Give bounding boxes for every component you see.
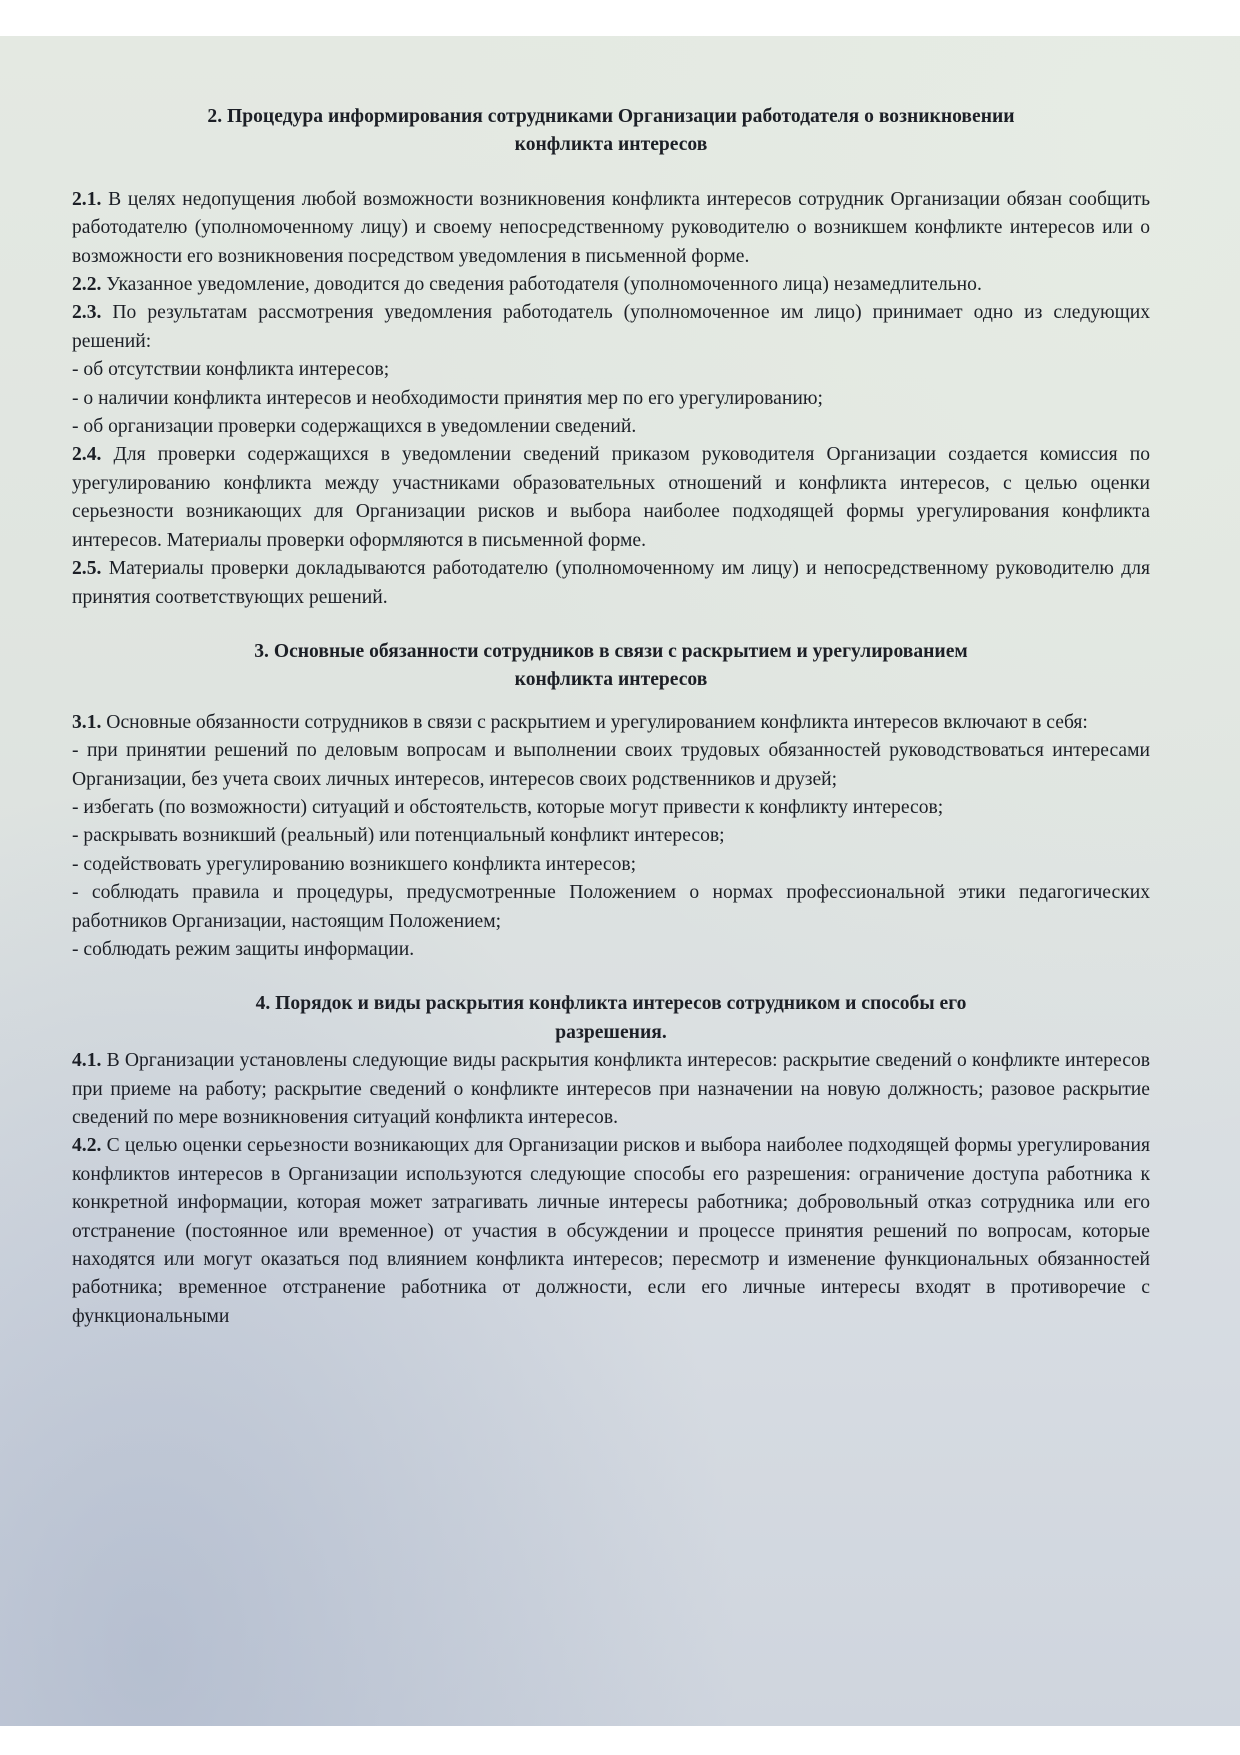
section-heading-line1: 4. Порядок и виды раскрытия конфликта интересов сотрудником и способы его — [255, 993, 967, 1015]
paragraph-text: Для проверки содержащихся в уведомлении сведений приказом руководителя Организации создается комиссия по урегулированию конфликта между участниками образовательных отношений и конфликта интересов, с целью оценки серьезности возникающих для Организации рисков и выбора наиболее подходящей формы урегулирования конфликта интересов. Материалы проверки оформляются в письменной форме. — [72, 444, 1150, 551]
section-heading — [72, 990, 1150, 1047]
list-item-text: - о наличии конфликта интересов и необходимости принятия мер по его урегулированию; — [72, 387, 823, 409]
list-item-text: - избегать (по возможности) ситуаций и обстоятельств, которые могут привести к конфликту интересов; — [72, 796, 944, 818]
paragraph-text: В Организации установлены следующие виды раскрытия конфликта интересов: раскрытие сведений о конфликте интересов при приеме на работу; раскрытие сведений о конфликте интересов при назначении на новую должность; разовое раскрытие сведений по мере возникновения ситуаций конфликта интересов. — [72, 1050, 1150, 1128]
list-item-text: - об организации проверки содержащихся в уведомлении сведений. — [72, 416, 637, 438]
section-heading-line2: конфликта интересов — [514, 134, 708, 156]
section-heading — [72, 638, 1150, 695]
list-item — [72, 356, 1150, 384]
paragraph-text: По результатам рассмотрения уведомления работодатель (уполномоченное им лицо) принимает одно из следующих решений: — [72, 302, 1150, 352]
section-2 — [72, 103, 1150, 612]
clause-number: 4.1. — [72, 1050, 102, 1072]
paragraph-text: Основные обязанности сотрудников в связи с раскрытием и урегулированием конфликта интересов включают в себя: — [101, 711, 1088, 733]
clause-number: 2.2. — [72, 274, 102, 296]
paragraph — [72, 299, 1150, 356]
clause-number: 4.2. — [72, 1135, 102, 1157]
paragraph — [72, 271, 1150, 299]
paragraph — [72, 709, 1150, 737]
list-item-text: - соблюдать правила и процедуры, предусмотренные Положением о нормах профессиональной этики педагогических работников Организации, настоящим Положением; — [72, 882, 1150, 932]
clause-number: 2.5. — [72, 558, 102, 580]
paragraph — [72, 1132, 1150, 1331]
document-page — [0, 36, 1240, 1726]
clause-number: 3.1. — [72, 711, 102, 733]
paragraph-text: Материалы проверки докладываются работодателю (уполномоченному им лицу) и непосредственному руководителю для принятия соответствующих решений. — [72, 558, 1150, 608]
list-item-text: - при принятии решений по деловым вопросам и выполнении своих трудовых обязанностей руководствоваться интересами Организации, без учета своих личных интересов, интересов своих родственников и друзей; — [72, 740, 1150, 790]
list-item — [72, 794, 1150, 822]
section-heading — [72, 103, 1150, 160]
list-item-text: - об отсутствии конфликта интересов; — [72, 359, 390, 381]
clause-number: 2.1. — [72, 188, 102, 210]
clause-number: 2.4. — [72, 444, 102, 466]
clause-number: 2.3. — [72, 302, 102, 324]
list-item — [72, 936, 1150, 964]
list-item-text: - соблюдать режим защиты информации. — [72, 938, 415, 960]
list-item-text: - раскрывать возникший (реальный) или потенциальный конфликт интересов; — [72, 825, 725, 847]
paragraph-text: В целях недопущения любой возможности возникновения конфликта интересов сотрудник Организации обязан сообщить работодателю (уполномоченному лицу) и своему непосредственному руководителю о возникшем конфликте интересов или о возможности его возникновения посредством уведомления в письменной форме. — [72, 188, 1150, 267]
paragraph — [72, 441, 1150, 555]
section-heading-line2: разрешения. — [555, 1021, 667, 1043]
list-item — [72, 822, 1150, 850]
paragraph-text: Указанное уведомление, доводится до сведения работодателя (уполномоченного лица) незамедлительно. — [101, 274, 982, 296]
list-item — [72, 851, 1150, 879]
paragraph — [72, 555, 1150, 612]
list-item — [72, 385, 1150, 413]
paragraph — [72, 186, 1150, 271]
section-heading-line1: 3. Основные обязанности сотрудников в связи с раскрытием и урегулированием — [254, 640, 968, 662]
paragraph-text: С целью оценки серьезности возникающих для Организации рисков и выбора наиболее подходящей формы урегулирования конфликтов интересов в Организации используются следующие способы его разрешения: ограничение доступа работника к конкретной информации, которая может затрагивать личные интересы работника; добровольный отказ сотрудника или его отстранение (постоянное или временное) от участия в обсуждении и процессе принятия решений по вопросам, которые находятся или могут оказаться под влиянием конфликта интересов; пересмотр и изменение функциональных обязанностей работника; временное отстранение работника от должности, если его личные интересы входят в противоречие с функциональными — [72, 1135, 1150, 1327]
section-heading-line1: 2. Процедура информирования сотрудниками Организации работодателя о возникновении — [207, 106, 1015, 127]
list-item-text: - содействовать урегулированию возникшего конфликта интересов; — [72, 853, 637, 875]
document-body — [72, 103, 1150, 1331]
section-4 — [72, 990, 1150, 1331]
list-item — [72, 413, 1150, 441]
section-3 — [72, 638, 1150, 964]
list-item — [72, 737, 1150, 794]
section-heading-line2: конфликта интересов — [514, 669, 708, 691]
list-item — [72, 879, 1150, 936]
paragraph — [72, 1047, 1150, 1132]
